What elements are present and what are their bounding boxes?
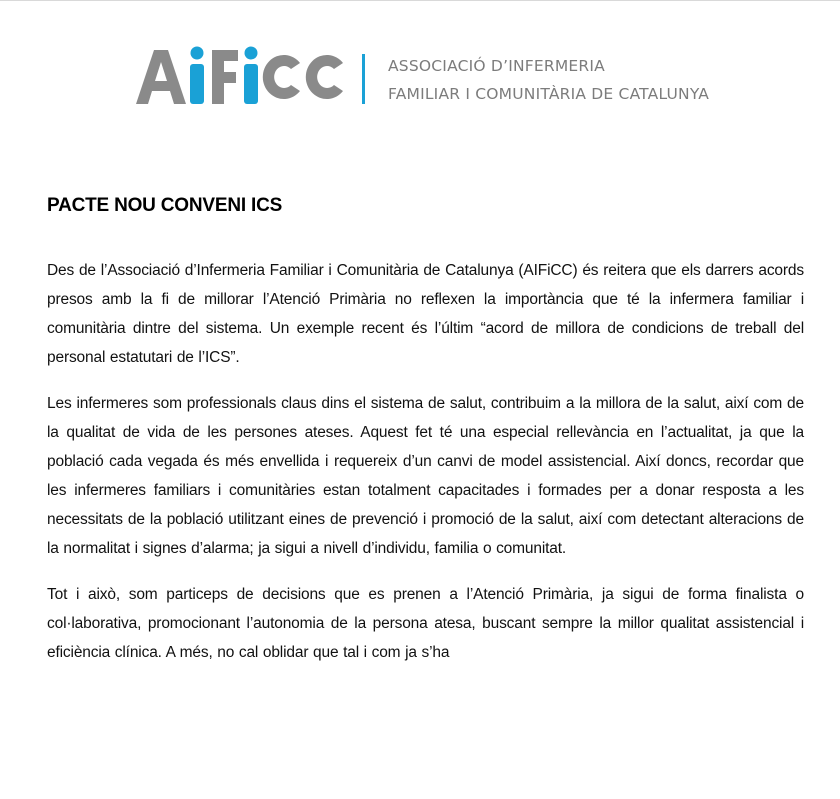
paragraph-1: Des de l’Associació d’Infermeria Familiar i Comunitària de Catalunya (AIFiCC) és reitera que els darrers acords presos amb la fi de millorar l’Atenció Primària no reflexen la importància que té la infermera familiar i comunitària dintre del sistema. Un exemple recent és l’últim “acord de millora de condicions de treball del personal estatutari de l’ICS”.	[47, 262, 804, 366]
document-body	[47, 256, 804, 684]
association-name-line-2: FAMILIAR I COMUNITÀRIA DE CATALUNYA	[388, 85, 710, 103]
paragraph-3: Tot i això, som particeps de decisions que es prenen a l’Atenció Primària, ja sigui de forma finalista o col·laborativa, promocionant l’autonomia de la persona atesa, buscant sempre la millor qualitat assistencial i eficiència clínica. A més, no cal oblidar que tal i com ja s’ha	[47, 586, 804, 661]
aificc-logo	[134, 44, 754, 114]
document-title: PACTE NOU CONVENI ICS	[47, 195, 283, 216]
page-top-border	[0, 0, 840, 1]
association-name-line-1: ASSOCIACIÓ D’INFERMERIA	[388, 57, 605, 75]
aificc-logo-mark	[134, 44, 346, 108]
association-name	[388, 52, 709, 108]
paragraph-2: Les infermeres som professionals claus dins el sistema de salut, contribuim a la millora de la salut, així com de la qualitat de vida de les persones ateses. Aquest fet té una especial rellevància en l’actualitat, ja que la població cada vegada és més envellida i requereix d’un canvi de model assistencial. Així doncs, recordar que les infermeres familiars i comunitàries estan totalment capacitades i formades per a donar resposta a les necessitats de la població utilitzant eines de prevenció i promoció de la salut, així com detectant alteracions de la normalitat i signes d’alarma; ja sigui a nivell d’individu, familia o comunitat.	[47, 395, 804, 557]
logo-divider	[362, 54, 365, 104]
